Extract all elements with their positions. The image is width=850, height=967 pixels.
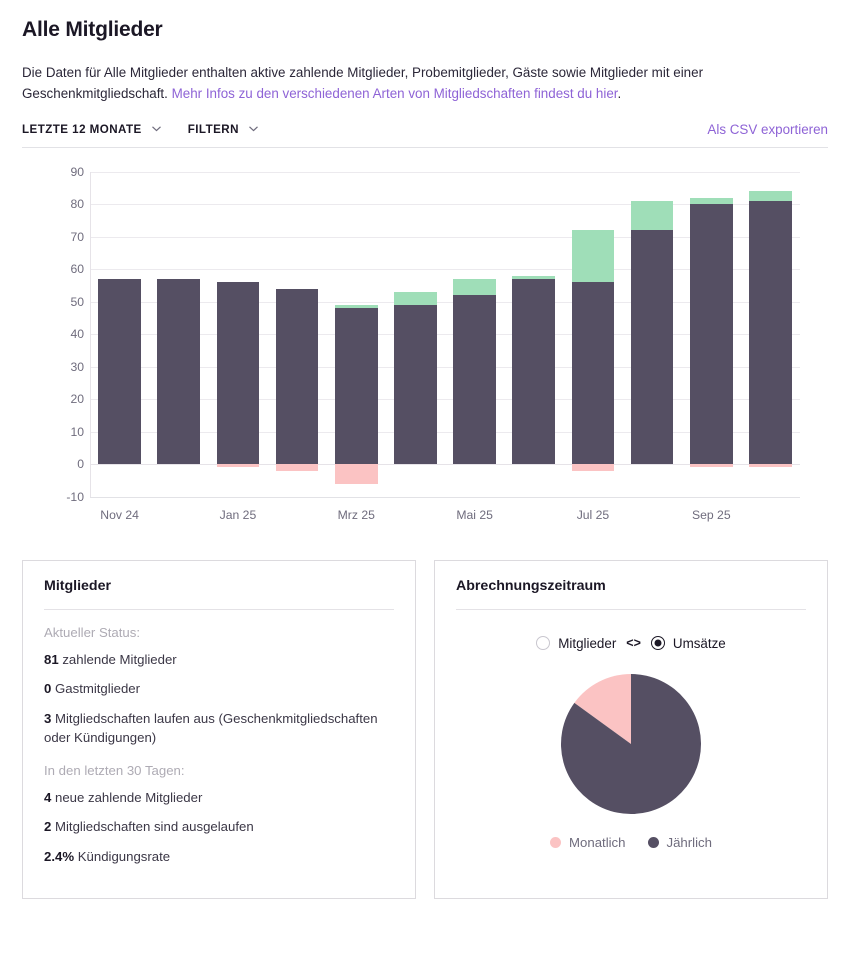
- list-item: [44, 651, 394, 670]
- bar-segment-new: [394, 292, 437, 305]
- bar-segment-base: [453, 295, 496, 464]
- legend-item: [550, 835, 625, 850]
- table-row[interactable]: [157, 172, 200, 497]
- members-card-title: Mitglieder: [44, 578, 394, 610]
- x-axis-tick: [682, 506, 741, 530]
- table-row[interactable]: [631, 172, 674, 497]
- current-status-rows: [44, 651, 394, 748]
- table-row[interactable]: [572, 172, 615, 497]
- x-axis-tick: [445, 506, 504, 530]
- stat-value: 0: [44, 681, 52, 697]
- table-row[interactable]: [217, 172, 260, 497]
- x-axis-tick-label: Sep 25: [691, 507, 731, 522]
- table-row[interactable]: [98, 172, 141, 497]
- y-axis-tick: 0: [77, 457, 84, 472]
- bar-slot: [90, 172, 149, 497]
- stat-value: 81: [44, 651, 59, 667]
- chevron-down-icon: [248, 123, 259, 134]
- bar-segment-base: [335, 308, 378, 464]
- page-root: [0, 16, 850, 899]
- bar-segment-base: [276, 289, 319, 465]
- table-row[interactable]: [335, 172, 378, 497]
- radio-option-umsaetze[interactable]: [651, 636, 726, 651]
- period-dropdown[interactable]: [22, 123, 162, 136]
- y-axis-tick: 70: [70, 229, 84, 244]
- bar-slot: [563, 172, 622, 497]
- x-axis-tick: [327, 506, 386, 530]
- swap-icon: <>: [626, 636, 641, 651]
- x-axis-tick: [504, 506, 563, 530]
- legend-label: Monatlich: [569, 834, 626, 850]
- bar-slot: [741, 172, 800, 497]
- export-csv-link[interactable]: Als CSV exportieren: [707, 121, 828, 137]
- y-axis-tick: 30: [70, 359, 84, 374]
- bar-segment-new: [749, 191, 792, 201]
- bar-segment-base: [394, 305, 437, 464]
- pie-chart-holder: [456, 673, 806, 815]
- stat-value: 4: [44, 789, 52, 805]
- chevron-down-icon: [151, 123, 162, 134]
- radio-option-mitglieder[interactable]: [536, 636, 616, 651]
- list-item: [44, 789, 394, 808]
- list-item: [44, 848, 394, 867]
- y-axis-tick: 50: [70, 294, 84, 309]
- period-dropdown-label: LETZTE 12 MONATE: [22, 122, 142, 136]
- bar-segment-base: [217, 282, 260, 464]
- table-row[interactable]: [394, 172, 437, 497]
- y-axis-tick: -10: [66, 489, 84, 504]
- x-axis-tick: [90, 506, 149, 530]
- last30-group: [44, 763, 394, 867]
- bar-segment-new: [335, 305, 378, 308]
- x-axis-tick-label: Mai 25: [456, 507, 493, 522]
- legend-item: [648, 835, 712, 850]
- stat-text: Mitgliedschaften sind ausgelaufen: [51, 819, 254, 835]
- bar-segment-base: [690, 204, 733, 464]
- billing-period-card: [434, 560, 828, 899]
- x-axis-line: [90, 497, 800, 498]
- legend-label: Jährlich: [666, 834, 712, 850]
- membership-bar-chart: [22, 164, 828, 534]
- summary-cards: [22, 560, 828, 899]
- y-axis-tick: 90: [70, 164, 84, 179]
- page-title: Alle Mitglieder: [22, 18, 163, 41]
- bar-segment-churn: [217, 464, 260, 467]
- bar-slot: [386, 172, 445, 497]
- members-card: [22, 560, 416, 899]
- stat-text: neue zahlende Mitglieder: [51, 789, 203, 805]
- toolbar: [22, 122, 828, 148]
- bar-segment-base: [572, 282, 615, 464]
- filter-dropdown[interactable]: [188, 123, 259, 136]
- y-axis-labels: [50, 164, 84, 504]
- bar-slot: [327, 172, 386, 497]
- legend-swatch-icon: [648, 837, 659, 848]
- membership-types-link[interactable]: Mehr Infos zu den verschiedenen Arten von Mitgliedschaften findest du hier: [171, 86, 618, 102]
- x-axis-tick: [741, 506, 800, 530]
- bar-segment-new: [631, 201, 674, 230]
- bar-segment-base: [631, 230, 674, 464]
- y-axis-tick: 10: [70, 424, 84, 439]
- bar-slot: [268, 172, 327, 497]
- stat-text: Mitgliedschaften laufen aus (Geschenkmitgliedschaften oder Kündigungen): [44, 711, 378, 745]
- bar-segment-new: [453, 279, 496, 295]
- bar-segment-churn: [572, 464, 615, 471]
- table-row[interactable]: [690, 172, 733, 497]
- table-row[interactable]: [512, 172, 555, 497]
- list-item: [44, 818, 394, 837]
- bar-slot: [682, 172, 741, 497]
- table-row[interactable]: [453, 172, 496, 497]
- filter-dropdown-label: FILTERN: [187, 122, 239, 136]
- x-axis-tick: [563, 506, 622, 530]
- x-axis-tick-label: Nov 24: [100, 507, 139, 522]
- current-status-label: Aktueller Status:: [44, 624, 141, 640]
- bar-segment-churn: [690, 464, 733, 467]
- radio-icon-mitglieder[interactable]: [536, 636, 550, 650]
- y-axis-tick: 80: [70, 197, 84, 212]
- stat-text: Kündigungsrate: [74, 849, 171, 865]
- bar-segment-base: [749, 201, 792, 464]
- y-axis-tick: 60: [70, 262, 84, 277]
- description-text-1: Die Daten für Alle Mitglieder enthalten aktive zahlende Mitglieder, Probemitglieder, Gäste sowie Mitglieder mit einer Geschenkmitgliedschaft.: [22, 65, 704, 102]
- x-axis-labels: [90, 506, 800, 530]
- legend-swatch-icon: [550, 837, 561, 848]
- radio-label-umsaetze: Umsätze: [672, 635, 726, 651]
- bar-segment-base: [512, 279, 555, 464]
- bar-segment-churn: [276, 464, 319, 471]
- table-row[interactable]: [276, 172, 319, 497]
- bar-slot: [149, 172, 208, 497]
- billing-pie-chart: [560, 673, 702, 815]
- x-axis-tick: [268, 506, 327, 530]
- radio-icon-umsaetze[interactable]: [651, 636, 665, 650]
- table-row[interactable]: [749, 172, 792, 497]
- y-axis-tick: 40: [70, 327, 84, 342]
- list-item: [44, 710, 394, 747]
- bar-segment-base: [157, 279, 200, 464]
- bar-segment-base: [98, 279, 141, 464]
- bar-segment-churn: [749, 464, 792, 467]
- description-text-2: .: [617, 86, 622, 102]
- stat-value: 3: [44, 711, 52, 727]
- bar-slot: [623, 172, 682, 497]
- stat-value: 2.4%: [44, 849, 75, 865]
- radio-label-mitglieder: Mitglieder: [558, 635, 617, 651]
- bar-group: [90, 172, 800, 497]
- x-axis-tick-label: Jul 25: [576, 507, 610, 522]
- list-item: [44, 680, 394, 699]
- x-axis-tick: [386, 506, 445, 530]
- billing-card-title: Abrechnungszeitraum: [456, 578, 806, 610]
- chart-plot-area: [90, 172, 800, 497]
- bar-slot: [208, 172, 267, 497]
- bar-segment-churn: [335, 464, 378, 484]
- bar-segment-new: [512, 276, 555, 279]
- x-axis-tick: [149, 506, 208, 530]
- stat-text: zahlende Mitglieder: [58, 651, 177, 667]
- current-status-group: [44, 625, 394, 748]
- stat-text: Gastmitglieder: [51, 681, 141, 697]
- last30-label: In den letzten 30 Tagen:: [44, 762, 185, 778]
- x-axis-tick-label: Mrz 25: [337, 507, 375, 522]
- bar-slot: [504, 172, 563, 497]
- bar-segment-new: [690, 198, 733, 205]
- billing-toggle: [456, 636, 806, 651]
- bar-slot: [445, 172, 504, 497]
- last30-rows: [44, 789, 394, 867]
- y-axis-tick: 20: [70, 392, 84, 407]
- x-axis-tick: [623, 506, 682, 530]
- page-description: [22, 62, 812, 104]
- x-axis-tick: [208, 506, 267, 530]
- bar-segment-new: [572, 230, 615, 282]
- stat-value: 2: [44, 819, 52, 835]
- pie-legend: [456, 835, 806, 850]
- x-axis-tick-label: Jan 25: [219, 507, 257, 522]
